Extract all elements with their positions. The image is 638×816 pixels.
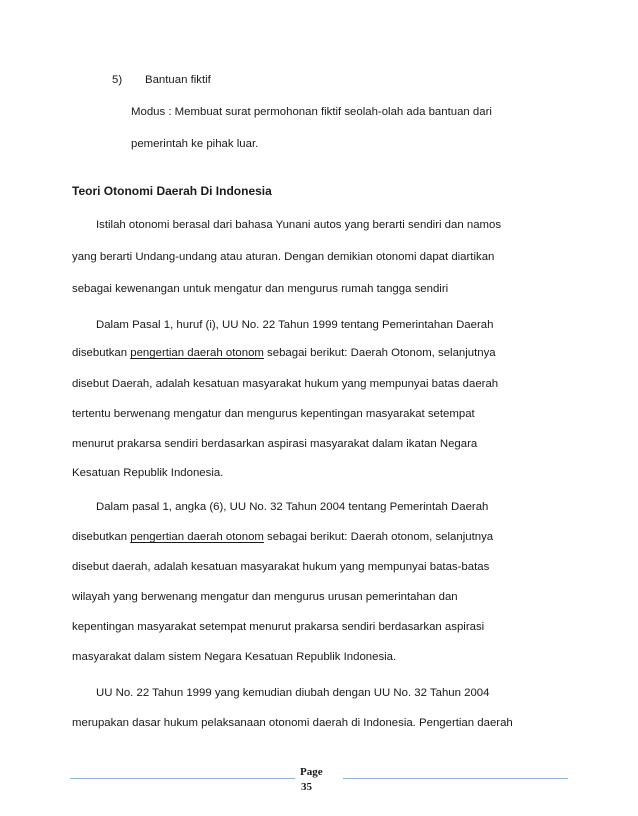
page-label: Page bbox=[300, 766, 323, 778]
list-item-detail-line: pemerintah ke pihak luar. bbox=[131, 138, 259, 150]
paragraph-line: disebut daerah, adalah kesatuan masyarakat hukum yang mempunyai batas-batas bbox=[72, 561, 490, 573]
footer-divider-right bbox=[343, 778, 568, 779]
underlined-term: pengertian daerah otonom bbox=[130, 531, 264, 543]
paragraph-line: masyarakat dalam sistem Negara Kesatuan Republik Indonesia. bbox=[72, 651, 397, 663]
paragraph-line: disebut Daerah, adalah kesatuan masyarakat hukum yang mempunyai batas daerah bbox=[72, 378, 499, 390]
paragraph-line: kepentingan masyarakat setempat menurut prakarsa sendiri berdasarkan aspirasi bbox=[72, 621, 485, 633]
paragraph-line: Dalam Pasal 1, huruf (i), UU No. 22 Tahun 1999 tentang Pemerintahan Daerah bbox=[96, 319, 494, 331]
paragraph-line: wilayah yang berwenang mengatur dan mengurus urusan pemerintahan dan bbox=[72, 591, 458, 603]
list-item-number: 5) bbox=[112, 74, 123, 86]
page-number: 35 bbox=[301, 781, 312, 793]
footer-divider-left bbox=[70, 778, 295, 779]
paragraph-line: Kesatuan Republik Indonesia. bbox=[72, 467, 224, 479]
paragraph-line: UU No. 22 Tahun 1999 yang kemudian diubah dengan UU No. 32 Tahun 2004 bbox=[96, 687, 490, 699]
text-span: sebagai berikut: Daerah otonom, selanjutnya bbox=[263, 531, 494, 543]
underlined-term: pengertian daerah otonom bbox=[130, 347, 264, 359]
paragraph-line: merupakan dasar hukum pelaksanaan otonomi daerah di Indonesia. Pengertian daerah bbox=[72, 717, 513, 729]
text-span: disebutkan bbox=[72, 531, 131, 543]
paragraph-line: Istilah otonomi berasal dari bahasa Yunani autos yang berarti sendiri dan namos bbox=[96, 219, 502, 231]
section-heading: Teori Otonomi Daerah Di Indonesia bbox=[72, 184, 272, 198]
paragraph-line bbox=[72, 346, 496, 360]
list-item-detail-line: Modus : Membuat surat permohonan fiktif seolah-olah ada bantuan dari bbox=[131, 106, 492, 118]
paragraph-line bbox=[72, 530, 493, 544]
list-item-title: Bantuan fiktif bbox=[145, 74, 211, 86]
paragraph-line: yang berarti Undang-undang atau aturan. Dengan demikian otonomi dapat diartikan bbox=[72, 251, 495, 263]
text-span: disebutkan bbox=[72, 347, 131, 359]
paragraph-line: sebagai kewenangan untuk mengatur dan mengurus rumah tangga sendiri bbox=[72, 283, 449, 295]
paragraph-line: tertentu berwenang mengatur dan mengurus kepentingan masyarakat setempat bbox=[72, 408, 475, 420]
paragraph-line: Dalam pasal 1, angka (6), UU No. 32 Tahun 2004 tentang Pemerintah Daerah bbox=[96, 501, 489, 513]
paragraph-line: menurut prakarsa sendiri berdasarkan aspirasi masyarakat dalam ikatan Negara bbox=[72, 438, 478, 450]
text-span: sebagai berikut: Daerah Otonom, selanjutnya bbox=[263, 347, 496, 359]
